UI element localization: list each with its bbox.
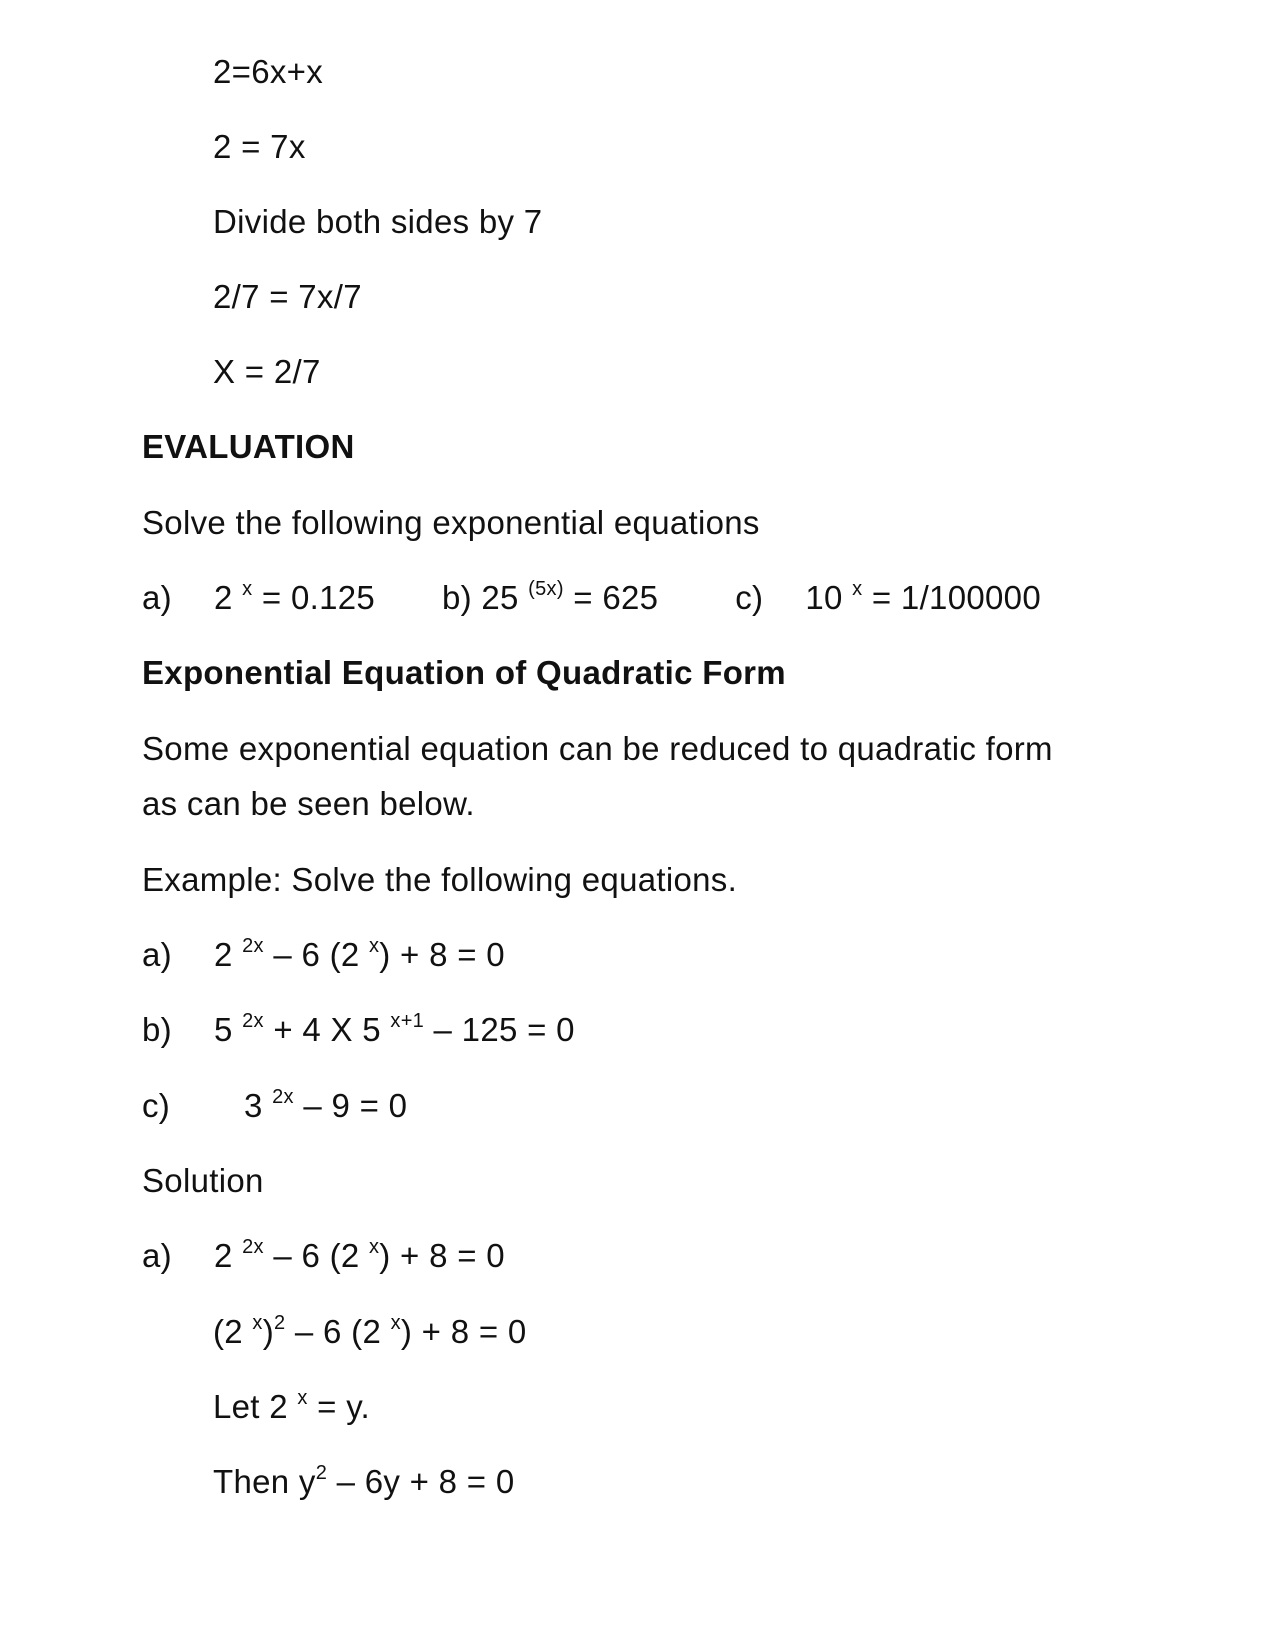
- expr-part: 3: [244, 1087, 273, 1124]
- example-c: [142, 1086, 407, 1126]
- exponent: x+1: [390, 1010, 425, 1032]
- exponent: 2x: [272, 1086, 294, 1108]
- step-2: 2 = 7x: [213, 128, 306, 165]
- expr-part: ) + 8 = 0: [400, 1313, 527, 1350]
- expr-part: – 9 = 0: [293, 1087, 408, 1124]
- expr-part: – 6y + 8 = 0: [327, 1463, 515, 1500]
- evaluation-heading: EVALUATION: [142, 428, 355, 465]
- expr-part: = y.: [307, 1388, 371, 1425]
- solution-line-3: [213, 1387, 370, 1427]
- expr-part: Let 2: [213, 1388, 298, 1425]
- example-c-label: c): [142, 1087, 171, 1124]
- section-heading: Exponential Equation of Quadratic Form: [142, 654, 786, 691]
- solution-a-label: a): [142, 1237, 172, 1274]
- expr-part: – 6 (2: [263, 1237, 369, 1274]
- example-intro: Example: Solve the following equations.: [142, 861, 738, 898]
- expr-part: 2: [214, 1237, 243, 1274]
- eval-c-exp: x: [852, 578, 863, 600]
- example-a: [142, 935, 505, 975]
- expr-part: 2: [214, 936, 243, 973]
- eval-item-a: [142, 579, 385, 616]
- example-a-label: a): [142, 936, 172, 973]
- exponent: 2: [274, 1312, 286, 1334]
- eval-c-label: c): [735, 579, 764, 616]
- section-intro-line-2: as can be seen below.: [142, 785, 475, 822]
- expr-part: ) + 8 = 0: [379, 936, 505, 973]
- eval-b-base: 25: [481, 579, 519, 616]
- step-1: 2=6x+x: [213, 53, 324, 90]
- expr-part: ) + 8 = 0: [379, 1237, 505, 1274]
- expr-part: (2: [213, 1313, 253, 1350]
- exponent: 2: [315, 1462, 328, 1484]
- solution-line-2: [213, 1312, 527, 1352]
- eval-b-rest: = 625: [573, 579, 659, 616]
- step-3: Divide both sides by 7: [213, 203, 543, 240]
- step-5: X = 2/7: [213, 353, 321, 390]
- expr-part: – 125 = 0: [424, 1011, 575, 1048]
- exponent: x: [368, 1236, 380, 1258]
- eval-a-rest: = 0.125: [261, 579, 376, 616]
- exponent: x: [368, 935, 380, 957]
- eval-a-base: 2: [214, 579, 233, 616]
- eval-b-exp: (5x): [528, 578, 564, 600]
- exponent: 2x: [242, 1010, 264, 1032]
- eval-item-b: [442, 579, 668, 616]
- section-intro-line-1: Some exponential equation can be reduced to quadratic form: [142, 730, 1053, 767]
- exponent: x: [390, 1312, 401, 1334]
- solution-line-1: [142, 1236, 505, 1276]
- expr-part: + 4 X 5: [263, 1011, 391, 1048]
- expr-part: ): [262, 1313, 275, 1350]
- expr-part: – 6 (2: [263, 936, 369, 973]
- solution-line-4: [213, 1462, 515, 1502]
- eval-b-label: b): [441, 579, 472, 616]
- exponent: 2x: [242, 935, 264, 957]
- expr-part: Then y: [213, 1463, 316, 1500]
- expr-part: 5: [214, 1011, 243, 1048]
- eval-item-c: [735, 579, 1041, 616]
- step-4: 2/7 = 7x/7: [213, 278, 362, 315]
- exponent: x: [297, 1387, 308, 1409]
- eval-a-exp: x: [242, 578, 253, 600]
- eval-c-rest: = 1/100000: [871, 579, 1041, 616]
- eval-a-label: a): [142, 579, 172, 616]
- expr-part: – 6 (2: [285, 1313, 391, 1350]
- exponent: 2x: [242, 1236, 264, 1258]
- evaluation-instruction: Solve the following exponential equations: [142, 504, 760, 541]
- example-b-label: b): [142, 1011, 172, 1048]
- eval-c-base: 10: [805, 579, 843, 616]
- evaluation-items: [142, 578, 1041, 618]
- solution-heading: Solution: [142, 1162, 264, 1199]
- exponent: x: [252, 1312, 263, 1334]
- example-b: [142, 1010, 575, 1050]
